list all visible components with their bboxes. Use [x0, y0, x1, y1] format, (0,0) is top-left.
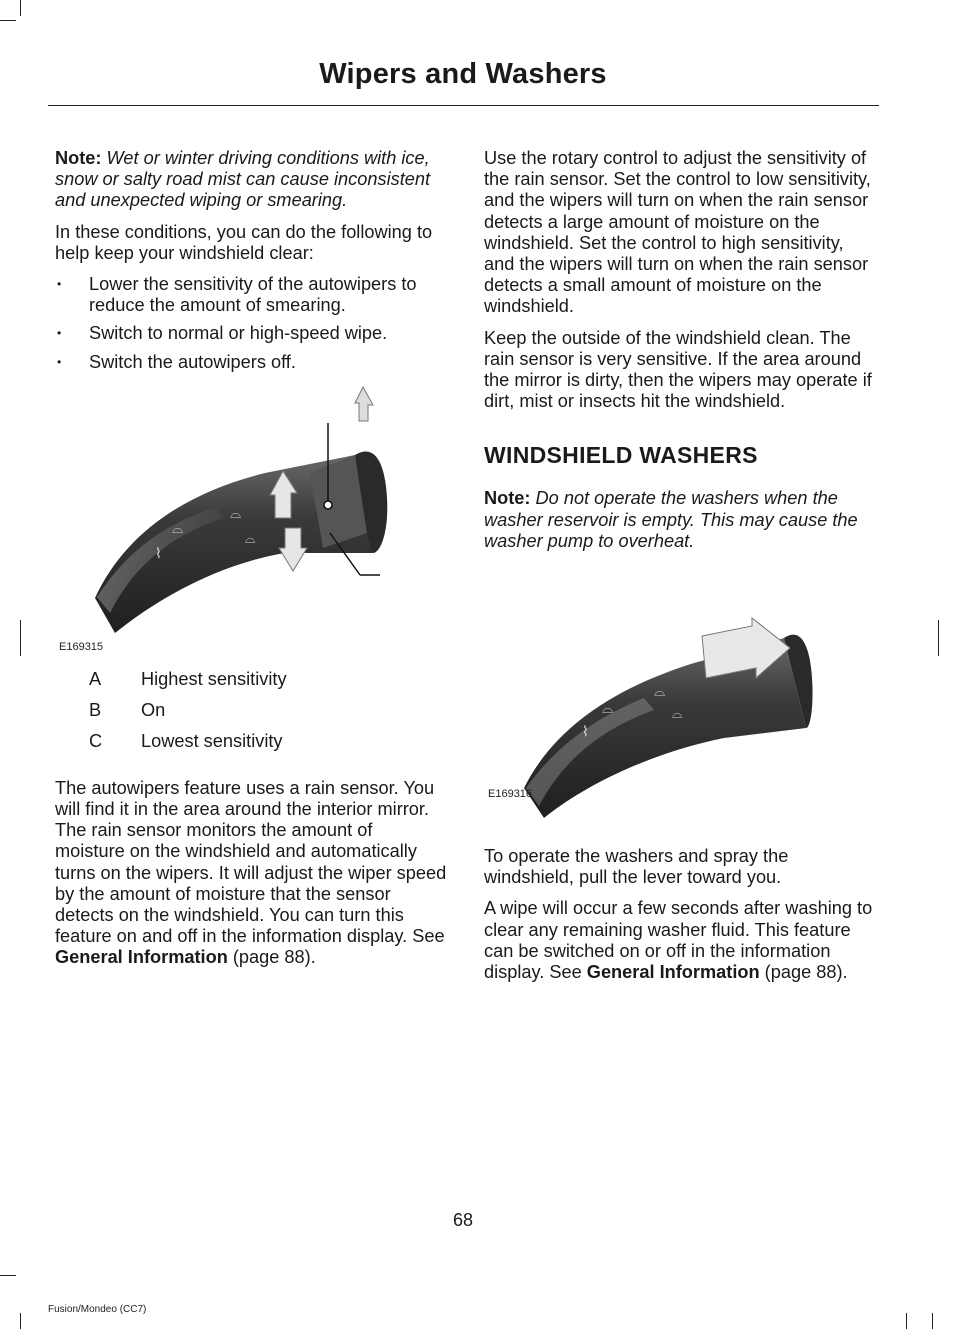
- wiper-symbol-icon: ⌇: [582, 724, 589, 741]
- legend-row: [55, 700, 447, 731]
- washer-symbol-icon: ⌓: [172, 520, 184, 537]
- washer-symbol-icon: ⌓: [602, 701, 614, 718]
- legend-key: A: [89, 668, 102, 689]
- auto-wiper-icon: ⌓: [230, 505, 242, 522]
- operate-paragraph: To operate the washers and spray the windshield, pull the lever toward you.: [484, 846, 789, 888]
- wiper-symbol-icon: ⌇: [155, 545, 162, 562]
- legend-label: Highest sensitivity: [141, 668, 287, 689]
- wipe-paragraph: [484, 898, 876, 983]
- footer-text: Fusion/Mondeo (CC7): [48, 1304, 147, 1315]
- crop-mark: [938, 620, 939, 656]
- title-rule: [48, 105, 879, 106]
- crop-mark: [0, 1275, 16, 1276]
- left-column: [55, 148, 447, 979]
- crop-mark: [932, 1313, 933, 1329]
- crop-mark: [906, 1313, 907, 1329]
- legend-row: [55, 731, 447, 762]
- crop-mark: [20, 0, 21, 16]
- note-label: Note:: [484, 488, 531, 509]
- washer-lever-illustration: [484, 578, 876, 828]
- autowipers-paragraph: [55, 778, 447, 969]
- note-text: Do not operate the washers when the washer reservoir is empty. This may cause the washer pump to overheat.: [484, 488, 858, 551]
- legend-label: On: [141, 699, 166, 720]
- right-column: [484, 148, 876, 993]
- legend-row: [55, 669, 447, 700]
- bullet-item: • Switch to normal or high-speed wipe.: [55, 323, 447, 344]
- legend-table: [55, 669, 447, 762]
- page-number: 68: [452, 1210, 474, 1230]
- note-label: Note:: [55, 148, 102, 168]
- auto-wiper-icon: ⌓: [654, 684, 666, 701]
- legend-key: C: [89, 730, 103, 751]
- bullet-list: [55, 274, 447, 373]
- section-heading: WINDSHIELD WASHERS: [484, 442, 758, 469]
- crop-mark: [20, 620, 21, 656]
- wipe-text: A wipe will occur a few seconds after washing to clear any remaining washer fluid. This feature can be switched on or off in the information display. See: [484, 898, 873, 983]
- note-paragraph: [55, 148, 447, 212]
- note-text: Wet or winter driving conditions with ice, snow or salty road mist can cause inconsistent and unexpected wiping or smearing.: [55, 148, 431, 211]
- figure-code: E169315: [59, 640, 104, 653]
- intro-paragraph: In these conditions, you can do the following to help keep your windshield clear:: [55, 221, 433, 263]
- bullet-item: • Switch the autowipers off.: [55, 352, 447, 373]
- callout-dot: [324, 501, 332, 509]
- crop-mark: [0, 20, 16, 21]
- rotary-paragraph: Use the rotary control to adjust the sensitivity of the rain sensor. Set the control to low sensitivity, and the wipers will turn on when the rain sensor detects a large amount of moisture on the windshield. Set the control to high sensitivity, and the wipers will turn on when the rain sensor detects a small amount of moisture on the windshield.: [484, 148, 871, 317]
- wiper-lever-figure: [55, 383, 447, 669]
- bullet-item: • Lower the sensitivity of the autowipers to reduce the amount of smearing.: [55, 274, 447, 316]
- rain-sensor-icon: ⌓: [672, 707, 683, 723]
- clean-paragraph: Keep the outside of the windshield clean. The rain sensor is very sensitive. If the area around the mirror is dirty, then the wipers may operate if dirt, mist or insects hit the windshield.: [484, 327, 872, 412]
- rain-sensor-icon: ⌓: [245, 531, 256, 547]
- legend-key: B: [89, 699, 102, 720]
- rotate-arrow-icon: [355, 387, 373, 421]
- crop-mark: [20, 1313, 21, 1329]
- page-reference: (page 88).: [759, 962, 848, 983]
- cross-reference-link[interactable]: General Information: [586, 962, 760, 983]
- note-paragraph: [484, 488, 876, 552]
- page-reference: (page 88).: [227, 947, 316, 968]
- washer-lever-figure: [484, 578, 876, 846]
- wiper-lever-illustration: [55, 383, 447, 669]
- figure-code: E169316: [488, 788, 533, 801]
- autowipers-text: The autowipers feature uses a rain sensor. You will find it in the area around the interior mirror. The rain sensor monitors the amount of moisture on the windshield and automatically turns on the wipers. It will adjust the wiper speed by the amount of moisture that the sensor detects on the windshield. You can turn this feature on and off in the information display. See: [55, 777, 447, 947]
- cross-reference-link[interactable]: General Information: [55, 947, 228, 968]
- page-title: Wipers and Washers: [319, 58, 607, 90]
- legend-label: Lowest sensitivity: [141, 730, 283, 751]
